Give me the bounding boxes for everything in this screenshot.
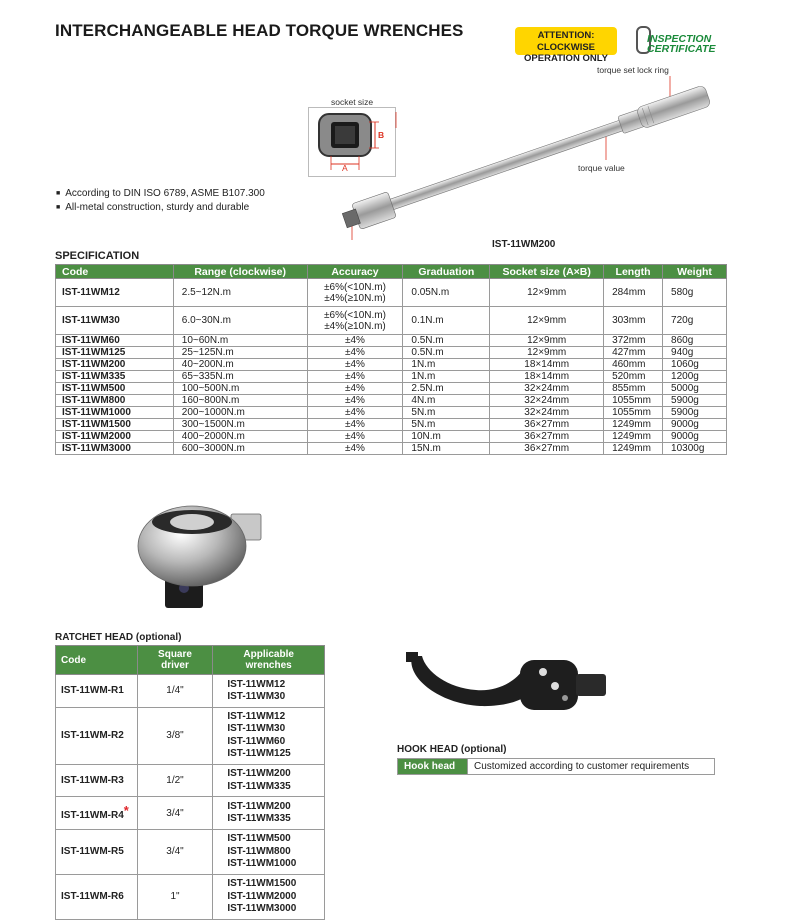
spec-accuracy-line: ±4% <box>344 395 365 406</box>
ratchet-row <box>56 707 325 764</box>
spec-range: 160~800N.m <box>173 395 307 407</box>
spec-row <box>56 443 727 455</box>
spec-weight: 5900g <box>663 407 727 419</box>
spec-heading: SPECIFICATION <box>55 250 140 262</box>
spec-length: 372mm <box>604 335 663 347</box>
spec-length: 427mm <box>604 347 663 359</box>
ratchet-code-text: IST-11WM-R1 <box>61 685 124 697</box>
spec-weight: 9000g <box>663 419 727 431</box>
spec-range: 25~125N.m <box>173 347 307 359</box>
spec-accuracy <box>307 279 403 307</box>
spec-socket-size: 12×9mm <box>490 347 604 359</box>
col-graduation: Graduation <box>403 265 490 279</box>
spec-row <box>56 419 727 431</box>
spec-graduation: 15N.m <box>403 443 490 455</box>
spec-weight: 1200g <box>663 371 727 383</box>
ratchet-applicable-item: IST-11WM335 <box>227 813 291 825</box>
spec-weight: 940g <box>663 347 727 359</box>
spec-length: 1249mm <box>604 443 663 455</box>
ratchet-applicable-item: IST-11WM200 <box>227 768 291 780</box>
ratchet-header-row <box>56 646 325 675</box>
spec-row <box>56 347 727 359</box>
spec-body <box>56 279 727 455</box>
spec-range: 6.0~30N.m <box>173 307 307 335</box>
spec-accuracy-line: ±6%(<10N.m) <box>324 281 386 293</box>
spec-accuracy-line: ±4% <box>344 431 365 442</box>
spec-accuracy <box>307 347 403 359</box>
col-length: Length <box>604 265 663 279</box>
spec-socket-size: 32×24mm <box>490 395 604 407</box>
ratchet-col-apps-line1: Applicable <box>243 649 294 660</box>
ratchet-applicable <box>213 764 325 797</box>
spec-socket-size: 18×14mm <box>490 359 604 371</box>
lock-ring-label: torque set lock ring <box>597 65 669 75</box>
ratchet-applicable-item: IST-11WM1000 <box>227 858 297 870</box>
spec-graduation: 5N.m <box>403 419 490 431</box>
ratchet-applicable-item: IST-11WM12 <box>227 711 286 723</box>
spec-socket-size: 32×24mm <box>490 407 604 419</box>
spec-socket-size: 32×24mm <box>490 383 604 395</box>
attention-line-1: ATTENTION: CLOCKWISE <box>536 30 596 53</box>
spec-graduation: 0.1N.m <box>403 307 490 335</box>
spec-accuracy <box>307 371 403 383</box>
spec-row <box>56 335 727 347</box>
spec-row <box>56 307 727 335</box>
ratchet-row <box>56 764 325 797</box>
ratchet-col-square-line1: Square <box>158 649 192 660</box>
attention-line-2: OPERATION ONLY <box>524 53 608 64</box>
spec-graduation: 2.5N.m <box>403 383 490 395</box>
ratchet-col-code: Code <box>56 646 138 675</box>
ratchet-driver: 3/8" <box>137 707 213 764</box>
spec-accuracy <box>307 395 403 407</box>
spec-length: 303mm <box>604 307 663 335</box>
ratchet-applicable-item: IST-11WM30 <box>227 723 286 735</box>
socket-size-label: socket size <box>331 97 374 107</box>
spec-accuracy-line: ±4%(≥10N.m) <box>324 320 386 332</box>
spec-weight: 720g <box>663 307 727 335</box>
spec-weight: 860g <box>663 335 727 347</box>
spec-row <box>56 395 727 407</box>
spec-socket-size: 36×27mm <box>490 419 604 431</box>
spec-weight: 1060g <box>663 359 727 371</box>
spec-range: 40~200N.m <box>173 359 307 371</box>
ratchet-driver: 1/4" <box>137 675 213 708</box>
spec-length: 855mm <box>604 383 663 395</box>
hook-heading: HOOK HEAD (optional) <box>397 744 507 755</box>
spec-graduation: 0.05N.m <box>403 279 490 307</box>
hook-head-table <box>397 758 715 775</box>
spec-graduation: 5N.m <box>403 407 490 419</box>
spec-range: 400~2000N.m <box>173 431 307 443</box>
ratchet-code-text: IST-11WM-R2 <box>61 730 124 742</box>
spec-graduation: 1N.m <box>403 359 490 371</box>
spec-length: 284mm <box>604 279 663 307</box>
dimension-a-label: A <box>342 163 348 173</box>
spec-accuracy-line: ±4% <box>344 371 365 382</box>
torque-value-label: torque value <box>578 163 625 173</box>
col-weight: Weight <box>663 265 727 279</box>
ratchet-driver: 1/2" <box>137 764 213 797</box>
ratchet-applicable-item: IST-11WM30 <box>227 690 286 702</box>
hook-description: Customized according to customer requirements <box>468 759 715 775</box>
spec-accuracy-line: ±4% <box>344 347 365 358</box>
ratchet-code-text: IST-11WM-R4 <box>61 809 124 821</box>
ratchet-body <box>56 675 325 920</box>
ratchet-applicable-item: IST-11WM12 <box>227 678 286 690</box>
ratchet-code-text: IST-11WM-R6 <box>61 891 124 903</box>
ratchet-driver: 1" <box>137 874 213 919</box>
hook-label: Hook head <box>398 759 468 775</box>
col-socket-size: Socket size (A×B) <box>490 265 604 279</box>
spec-code: IST-11WM500 <box>56 383 174 395</box>
ratchet-applicable-item: IST-11WM1500 <box>227 878 297 890</box>
spec-row <box>56 371 727 383</box>
spec-accuracy-line: ±4% <box>344 335 365 346</box>
spec-graduation: 1N.m <box>403 371 490 383</box>
ratchet-code <box>56 707 138 764</box>
torque-wrench-illustration <box>340 70 740 240</box>
spec-accuracy-line: ±4% <box>344 407 365 418</box>
spec-socket-size: 12×9mm <box>490 307 604 335</box>
ratchet-code <box>56 874 138 919</box>
spec-accuracy <box>307 359 403 371</box>
hook-row <box>398 759 715 775</box>
ratchet-driver: 3/4" <box>137 797 213 830</box>
col-range: Range (clockwise) <box>173 265 307 279</box>
asterisk-icon: * <box>123 802 129 818</box>
spec-accuracy-line: ±4% <box>344 383 365 394</box>
ratchet-applicable-item: IST-11WM200 <box>227 800 291 812</box>
ratchet-code <box>56 797 138 830</box>
spec-code: IST-11WM12 <box>56 279 174 307</box>
ratchet-applicable <box>213 707 325 764</box>
spec-length: 520mm <box>604 371 663 383</box>
attention-badge <box>515 27 617 64</box>
spec-accuracy-line: ±4% <box>344 419 365 430</box>
ratchet-col-square <box>137 646 213 675</box>
ratchet-head-table <box>55 645 325 920</box>
spec-code: IST-11WM3000 <box>56 443 174 455</box>
specification-table <box>55 264 727 455</box>
spec-range: 10~60N.m <box>173 335 307 347</box>
spec-socket-size: 12×9mm <box>490 335 604 347</box>
spec-row <box>56 431 727 443</box>
feature-item: ■ According to DIN ISO 6789, ASME B107.300 <box>56 188 265 202</box>
spec-code: IST-11WM60 <box>56 335 174 347</box>
ratchet-heading: RATCHET HEAD (optional) <box>55 632 182 643</box>
spec-range: 65~335N.m <box>173 371 307 383</box>
spec-code: IST-11WM1000 <box>56 407 174 419</box>
spec-accuracy-line: ±6%(<10N.m) <box>324 309 386 321</box>
certificate-line-1: INSPECTION <box>647 33 712 45</box>
spec-weight: 580g <box>663 279 727 307</box>
ratchet-code <box>56 675 138 708</box>
spec-accuracy <box>307 383 403 395</box>
spec-accuracy-line: ±4% <box>344 443 365 454</box>
spec-length: 1249mm <box>604 419 663 431</box>
spec-weight: 10300g <box>663 443 727 455</box>
spec-row <box>56 359 727 371</box>
spec-code: IST-11WM200 <box>56 359 174 371</box>
page-title: INTERCHANGEABLE HEAD TORQUE WRENCHES <box>55 21 464 40</box>
spec-accuracy <box>307 431 403 443</box>
ratchet-code-text: IST-11WM-R3 <box>61 775 124 787</box>
spec-code: IST-11WM125 <box>56 347 174 359</box>
spec-accuracy <box>307 307 403 335</box>
ratchet-applicable-item: IST-11WM800 <box>227 845 291 857</box>
spec-accuracy <box>307 419 403 431</box>
ratchet-code <box>56 764 138 797</box>
certificate-line-2: CERTIFICATE <box>647 43 716 55</box>
spec-weight: 5000g <box>663 383 727 395</box>
ratchet-col-square-line2: driver <box>161 660 189 671</box>
ratchet-head-illustration <box>135 500 275 612</box>
ratchet-applicable-item: IST-11WM335 <box>227 780 291 792</box>
ratchet-applicable-item: IST-11WM60 <box>227 735 286 747</box>
spec-socket-size: 36×27mm <box>490 431 604 443</box>
spec-weight: 9000g <box>663 431 727 443</box>
spec-range: 2.5~12N.m <box>173 279 307 307</box>
ratchet-code-text: IST-11WM-R5 <box>61 846 124 858</box>
spec-header-row <box>56 265 727 279</box>
spec-range: 100~500N.m <box>173 383 307 395</box>
spec-range: 200~1000N.m <box>173 407 307 419</box>
dimension-b-label: B <box>378 130 385 140</box>
spec-code: IST-11WM2000 <box>56 431 174 443</box>
ratchet-row <box>56 797 325 830</box>
ratchet-col-apps-line2: wrenches <box>245 660 292 671</box>
spec-row <box>56 383 727 395</box>
spec-socket-size: 12×9mm <box>490 279 604 307</box>
spec-accuracy <box>307 407 403 419</box>
ratchet-row <box>56 874 325 919</box>
ratchet-applicable <box>213 829 325 874</box>
col-code: Code <box>56 265 174 279</box>
ratchet-code <box>56 829 138 874</box>
ratchet-driver: 3/4" <box>137 829 213 874</box>
spec-length: 1055mm <box>604 407 663 419</box>
spec-graduation: 0.5N.m <box>403 347 490 359</box>
spec-length: 460mm <box>604 359 663 371</box>
spec-accuracy-line: ±4% <box>344 359 365 370</box>
spec-code: IST-11WM335 <box>56 371 174 383</box>
model-caption: IST-11WM200 <box>492 239 556 250</box>
spec-accuracy-line: ±4%(≥10N.m) <box>324 292 386 304</box>
feature-list <box>56 188 265 215</box>
spec-row <box>56 279 727 307</box>
spec-graduation: 4N.m <box>403 395 490 407</box>
spec-socket-size: 36×27mm <box>490 443 604 455</box>
spec-code: IST-11WM30 <box>56 307 174 335</box>
ratchet-applicable <box>213 874 325 919</box>
ratchet-row <box>56 675 325 708</box>
ratchet-applicable-item: IST-11WM2000 <box>227 890 297 902</box>
feature-item: ■ All-metal construction, sturdy and durable <box>56 202 265 216</box>
spec-row <box>56 407 727 419</box>
ratchet-applicable <box>213 797 325 830</box>
hook-head-illustration <box>400 648 610 728</box>
ratchet-applicable <box>213 675 325 708</box>
ratchet-applicable-item: IST-11WM500 <box>227 833 291 845</box>
spec-code: IST-11WM800 <box>56 395 174 407</box>
spec-range: 600~3000N.m <box>173 443 307 455</box>
spec-accuracy <box>307 443 403 455</box>
spec-length: 1249mm <box>604 431 663 443</box>
spec-accuracy <box>307 335 403 347</box>
ratchet-row <box>56 829 325 874</box>
spec-graduation: 0.5N.m <box>403 335 490 347</box>
inspection-certificate-logo <box>636 26 736 56</box>
spec-weight: 5900g <box>663 395 727 407</box>
ratchet-applicable-item: IST-11WM3000 <box>227 902 297 914</box>
spec-length: 1055mm <box>604 395 663 407</box>
spec-range: 300~1500N.m <box>173 419 307 431</box>
spec-code: IST-11WM1500 <box>56 419 174 431</box>
spec-graduation: 10N.m <box>403 431 490 443</box>
ratchet-applicable-item: IST-11WM125 <box>227 747 291 759</box>
spec-socket-size: 18×14mm <box>490 371 604 383</box>
col-accuracy: Accuracy <box>307 265 403 279</box>
ratchet-col-apps <box>213 646 325 675</box>
